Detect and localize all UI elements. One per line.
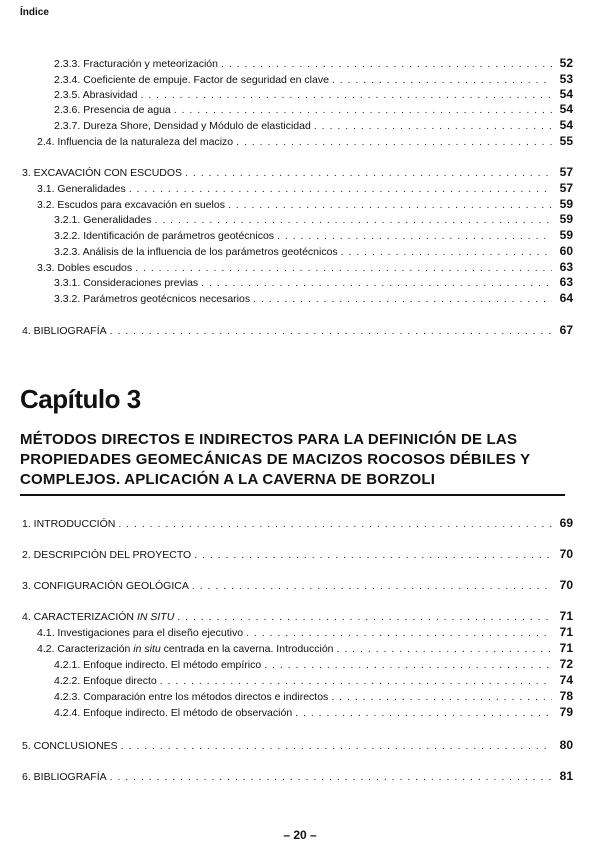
toc-entry-page: 70 (559, 578, 573, 592)
dot-leader (337, 642, 552, 656)
toc-entry-page: 74 (559, 673, 573, 687)
toc-entry-label: 2.3.5. Abrasividad (54, 89, 138, 101)
toc-entry-label: 3.2.3. Análisis de la influencia de los parámetros geotécnicos (54, 246, 338, 258)
dot-leader (154, 213, 552, 227)
toc-entry-label: 2.3.7. Dureza Shore, Densidad y Módulo de elasticidad (54, 120, 311, 132)
toc-entry-page: 71 (559, 609, 573, 623)
dot-leader (192, 579, 552, 593)
toc-entry (54, 118, 573, 132)
toc-entry (22, 738, 573, 752)
dot-leader (295, 706, 552, 720)
toc-entry (54, 72, 573, 86)
dot-leader (129, 182, 552, 196)
toc-entry-page: 54 (559, 102, 573, 116)
toc-entry-page: 72 (559, 657, 573, 671)
toc-entry (22, 323, 573, 337)
chapter-underline (20, 494, 565, 496)
toc-entry-page: 79 (559, 705, 573, 719)
toc-entry (22, 165, 573, 179)
toc-entry-label: 4.2. Caracterización in situ centrada en la caverna. Introducción (37, 643, 334, 655)
dot-leader (177, 610, 552, 624)
toc-entry-label: 2.3.6. Presencia de agua (54, 104, 171, 116)
toc-entry-page: 71 (559, 641, 573, 655)
toc-entry-label: 3.3.2. Parámetros geotécnicos necesarios (54, 293, 251, 305)
toc-entry-label: 2.4. Influencia de la naturaleza del macizo (37, 136, 234, 148)
toc-entry-page: 55 (559, 134, 573, 148)
toc-entry (54, 244, 573, 258)
dot-leader (201, 276, 552, 290)
toc-entry-page: 63 (559, 260, 573, 274)
dot-leader (341, 245, 552, 259)
toc-entry-label: 3.2. Escudos para excavación en suelos (37, 199, 225, 211)
toc-entry-page: 67 (559, 323, 573, 337)
toc-entry-label: 4. BIBLIOGRAFÍA (22, 325, 107, 337)
toc-entry (54, 228, 573, 242)
dot-leader (194, 548, 552, 562)
toc-entry-page: 78 (559, 689, 573, 703)
toc-entry-page: 59 (559, 197, 573, 211)
page-footer-number: – 20 – (283, 828, 317, 842)
chapter-title: Capítulo 3 (20, 384, 141, 414)
toc-entry-label: 1. INTRODUCCIÓN (22, 518, 116, 530)
dot-leader (331, 690, 552, 704)
toc-entry (37, 197, 573, 211)
toc-entry (54, 87, 573, 101)
toc-entry-page: 70 (559, 547, 573, 561)
chapter-subtitle: MÉTODOS DIRECTOS E INDIRECTOS PARA LA DEFINICIÓN DE LAS PROPIEDADES GEOMECÁNICAS DE MACIZOS ROCOSOS DÉBILES Y COMPLEJOS. APLICACIÓN A LA CAVERNA DE BORZOLI (20, 431, 531, 488)
running-header: Índice (20, 7, 49, 18)
toc-entry-label: 4.2.1. Enfoque indirecto. El método empírico (54, 659, 262, 671)
toc-entry-label: 3. EXCAVACIÓN CON ESCUDOS (22, 167, 183, 179)
toc-entry-page: 69 (559, 516, 573, 530)
toc-entry-label: 3.3. Dobles escudos (37, 262, 133, 274)
dot-leader (228, 198, 552, 212)
dot-leader (253, 292, 552, 306)
toc-entry (54, 291, 573, 305)
toc-entry (37, 260, 573, 274)
dot-leader (185, 166, 552, 180)
dot-leader (160, 674, 552, 688)
dot-leader (140, 88, 552, 102)
toc-entry-label: 4.1. Investigaciones para el diseño ejecutivo (37, 627, 244, 639)
dot-leader (246, 626, 552, 640)
toc-entry-label: 2. DESCRIPCIÓN DEL PROYECTO (22, 549, 192, 561)
toc-entry (54, 689, 573, 703)
dot-leader (236, 135, 552, 149)
toc-entry (54, 102, 573, 116)
dot-leader (264, 658, 552, 672)
toc-entry-page: 63 (559, 275, 573, 289)
toc-entry-page: 71 (559, 625, 573, 639)
toc-entry-label: 3.1. Generalidades (37, 183, 126, 195)
toc-entry (54, 705, 573, 719)
dot-leader (221, 57, 552, 71)
toc-entry-page: 54 (559, 118, 573, 132)
toc-entry (54, 673, 573, 687)
toc-entry-label: 4.2.4. Enfoque indirecto. El método de observación (54, 707, 293, 719)
toc-entry-label: 2.3.3. Fracturación y meteorización (54, 58, 218, 70)
toc-entry-label: 5. CONCLUSIONES (22, 740, 118, 752)
toc-entry-page: 57 (559, 165, 573, 179)
toc-entry (22, 516, 573, 530)
toc-entry (54, 212, 573, 226)
dot-leader (118, 517, 552, 531)
toc-entry (37, 625, 573, 639)
toc-entry-label: 2.3.4. Coeficiente de empuje. Factor de seguridad en clave (54, 74, 329, 86)
toc-entry-label: 4.2.2. Enfoque directo (54, 675, 157, 687)
dot-leader (110, 324, 552, 338)
toc-entry-page: 59 (559, 212, 573, 226)
toc-entry-label: 3. CONFIGURACIÓN GEOLÓGICA (22, 580, 189, 592)
toc-entry (37, 134, 573, 148)
toc-entry-label: 4.2.3. Comparación entre los métodos directos e indirectos (54, 691, 329, 703)
toc-entry-label: 3.2.1. Generalidades (54, 214, 152, 226)
dot-leader (110, 770, 552, 784)
toc-entry-page: 81 (559, 769, 573, 783)
toc-entry (22, 547, 573, 561)
toc-entry-label: 6. BIBLIOGRAFÍA (22, 771, 107, 783)
dot-leader (174, 103, 552, 117)
toc-entry (54, 657, 573, 671)
toc-entry-label: 3.2.2. Identificación de parámetros geotécnicos (54, 230, 275, 242)
toc-entry (54, 275, 573, 289)
toc-entry-label: 4. CARACTERIZACIÓN IN SITU (22, 611, 175, 623)
toc-entry-page: 60 (559, 244, 573, 258)
toc-entry-page: 59 (559, 228, 573, 242)
toc-entry (22, 609, 573, 623)
toc-entry-page: 53 (559, 72, 573, 86)
toc-entry (37, 641, 573, 655)
dot-leader (332, 73, 552, 87)
dot-leader (314, 119, 552, 133)
toc-entry-page: 80 (559, 738, 573, 752)
toc-entry-page: 64 (559, 291, 573, 305)
dot-leader (121, 739, 552, 753)
toc-entry (54, 56, 573, 70)
toc-entry-page: 57 (559, 181, 573, 195)
dot-leader (277, 229, 552, 243)
dot-leader (135, 261, 552, 275)
toc-entry-label: 3.3.1. Consideraciones previas (54, 277, 199, 289)
toc-entry (22, 769, 573, 783)
toc-entry (22, 578, 573, 592)
toc-entry (37, 181, 573, 195)
toc-entry-page: 52 (559, 56, 573, 70)
toc-entry-page: 54 (559, 87, 573, 101)
